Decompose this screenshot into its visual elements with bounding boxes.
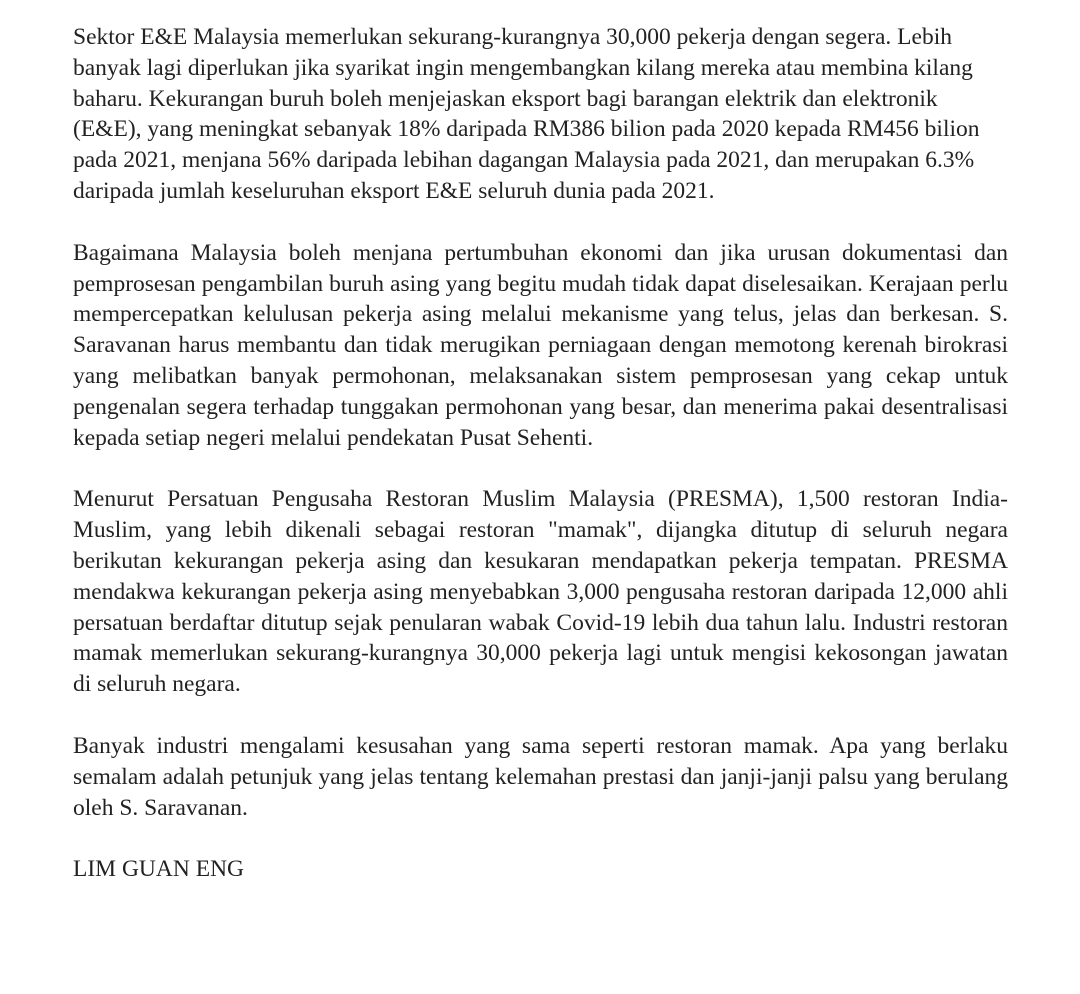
paragraph-foreign-labour-processing: Bagaimana Malaysia boleh menjana pertumbuhan ekonomi dan jika urusan dokumentasi dan pemprosesan pengambilan buruh asing yang begitu mudah tidak dapat diselesaikan. Kerajaan perlu mempercepatkan kelulusan pekerja asing melalui mekanisme yang telus, jelas dan berkesan. S. Saravanan harus membantu dan tidak merugikan perniagaan dengan memotong kerenah birokrasi yang melibatkan banyak permohonan, melaksanakan sistem pemprosesan yang cekap untuk pengenalan segera terhadap tunggakan permohonan yang besar, dan menerima pakai desentralisasi kepada setiap negeri melalui pendekatan Pusat Sehenti. [73,239,1008,451]
author-signature: LIM GUAN ENG [73,856,245,883]
paragraph-industries-hardship: Banyak industri mengalami kesusahan yang sama seperti restoran mamak. Apa yang berlaku semalam adalah petunjuk yang jelas tentang kelemahan prestasi dan janji-janji palsu yang berulang oleh S. Saravanan. [73,732,1008,821]
paragraph-ee-sector-workers: Sektor E&E Malaysia memerlukan sekurang-kurangnya 30,000 pekerja dengan segera. Lebih banyak lagi diperlukan jika syarikat ingin mengembangkan kilang mereka atau membina kilang baharu. Kekurangan buruh boleh menjejaskan eksport bagi barangan elektrik dan elektronik (E&E), yang meningkat sebanyak 18% daripada RM386 bilion pada 2020 kepada RM456 bilion pada 2021, menjana 56% daripada lebihan dagangan Malaysia pada 2021, dan merupakan 6.3% daripada jumlah keseluruhan eksport E&E seluruh dunia pada 2021. [73,24,980,204]
paragraph-presma-mamak-restaurants: Menurut Persatuan Pengusaha Restoran Muslim Malaysia (PRESMA), 1,500 restoran India-Muslim, yang lebih dikenali sebagai restoran "mamak", dijangka ditutup di seluruh negara berikutan kekurangan pekerja asing dan kesukaran mendapatkan pekerja tempatan. PRESMA mendakwa kekurangan pekerja asing menyebabkan 3,000 pengusaha restoran daripada 12,000 ahli persatuan berdaftar ditutup sejak penularan wabak Covid-19 lebih dua tahun lalu. Industri restoran mamak memerlukan sekurang-kurangnya 30,000 pekerja lagi untuk mengisi kekosongan jawatan di seluruh negara. [73,486,1008,698]
article-body [73,22,1008,885]
